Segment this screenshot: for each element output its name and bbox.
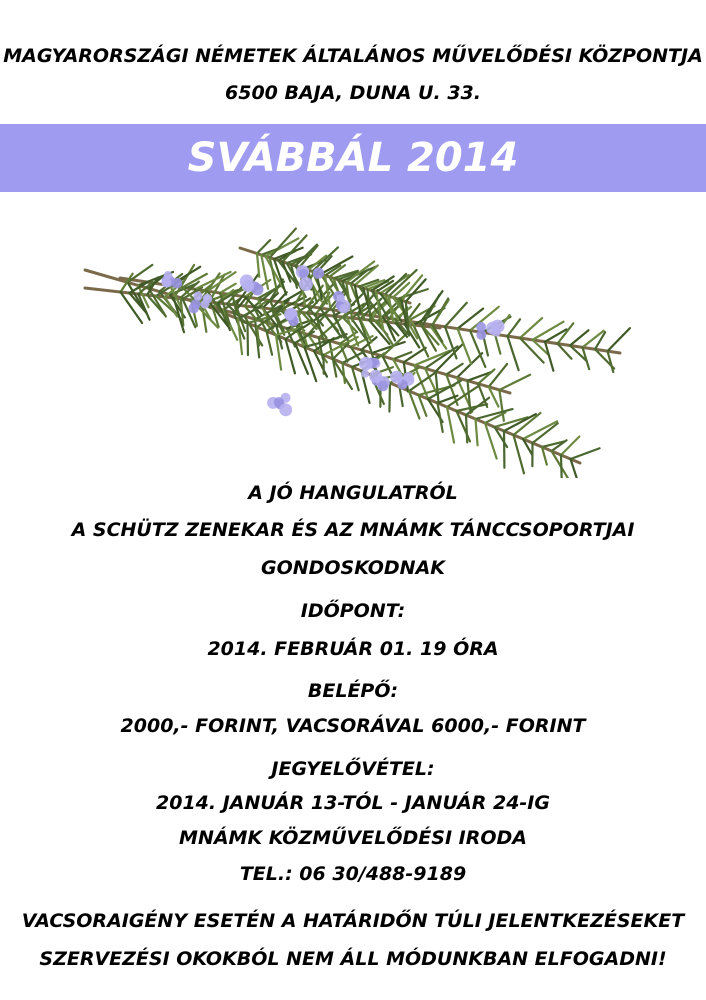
organization-name: MAGYARORSZÁGI NÉMETEK ÁLTALÁNOS MŰVELŐDÉSI KÖZPONTJA <box>3 45 703 67</box>
ticket-office: MNÁMK KÖZMŰVELŐDÉSI IRODA <box>179 827 527 849</box>
entry-value: 2000,- FORINT, VACSORÁVAL 6000,- FORINT <box>120 715 586 737</box>
notice-line-1: VACSORAIGÉNY ESETÉN A HATÁRIDŐN TÚLI JELENTKEZÉSEKET <box>21 910 685 932</box>
intro-line-3: GONDOSKODNAK <box>260 557 446 579</box>
ticket-dates: 2014. JANUÁR 13-TÓL - JANUÁR 24-IG <box>156 792 550 814</box>
ticket-label: JEGYELŐVÉTEL: <box>271 758 435 780</box>
date-label: IDŐPONT: <box>300 600 406 622</box>
event-title: SVÁBBÁL 2014 <box>187 135 519 181</box>
ticket-phone: TEL.: 06 30/488-9189 <box>239 863 467 885</box>
intro-line-2: A SCHÜTZ ZENEKAR ÉS AZ MNÁMK TÁNCCSOPORTJAI <box>71 519 635 541</box>
rosemary-sprig-icon <box>80 208 640 478</box>
entry-label: BELÉPŐ: <box>307 680 399 702</box>
notice-line-2: SZERVEZÉSI OKOKBÓL NEM ÁLL MÓDUNKBAN ELFOGADNI! <box>39 948 667 970</box>
organization-address: 6500 BAJA, DUNA U. 33. <box>225 82 481 104</box>
intro-line-1: A JÓ HANGULATRÓL <box>248 482 458 504</box>
date-value: 2014. FEBRUÁR 01. 19 ÓRA <box>207 638 499 660</box>
